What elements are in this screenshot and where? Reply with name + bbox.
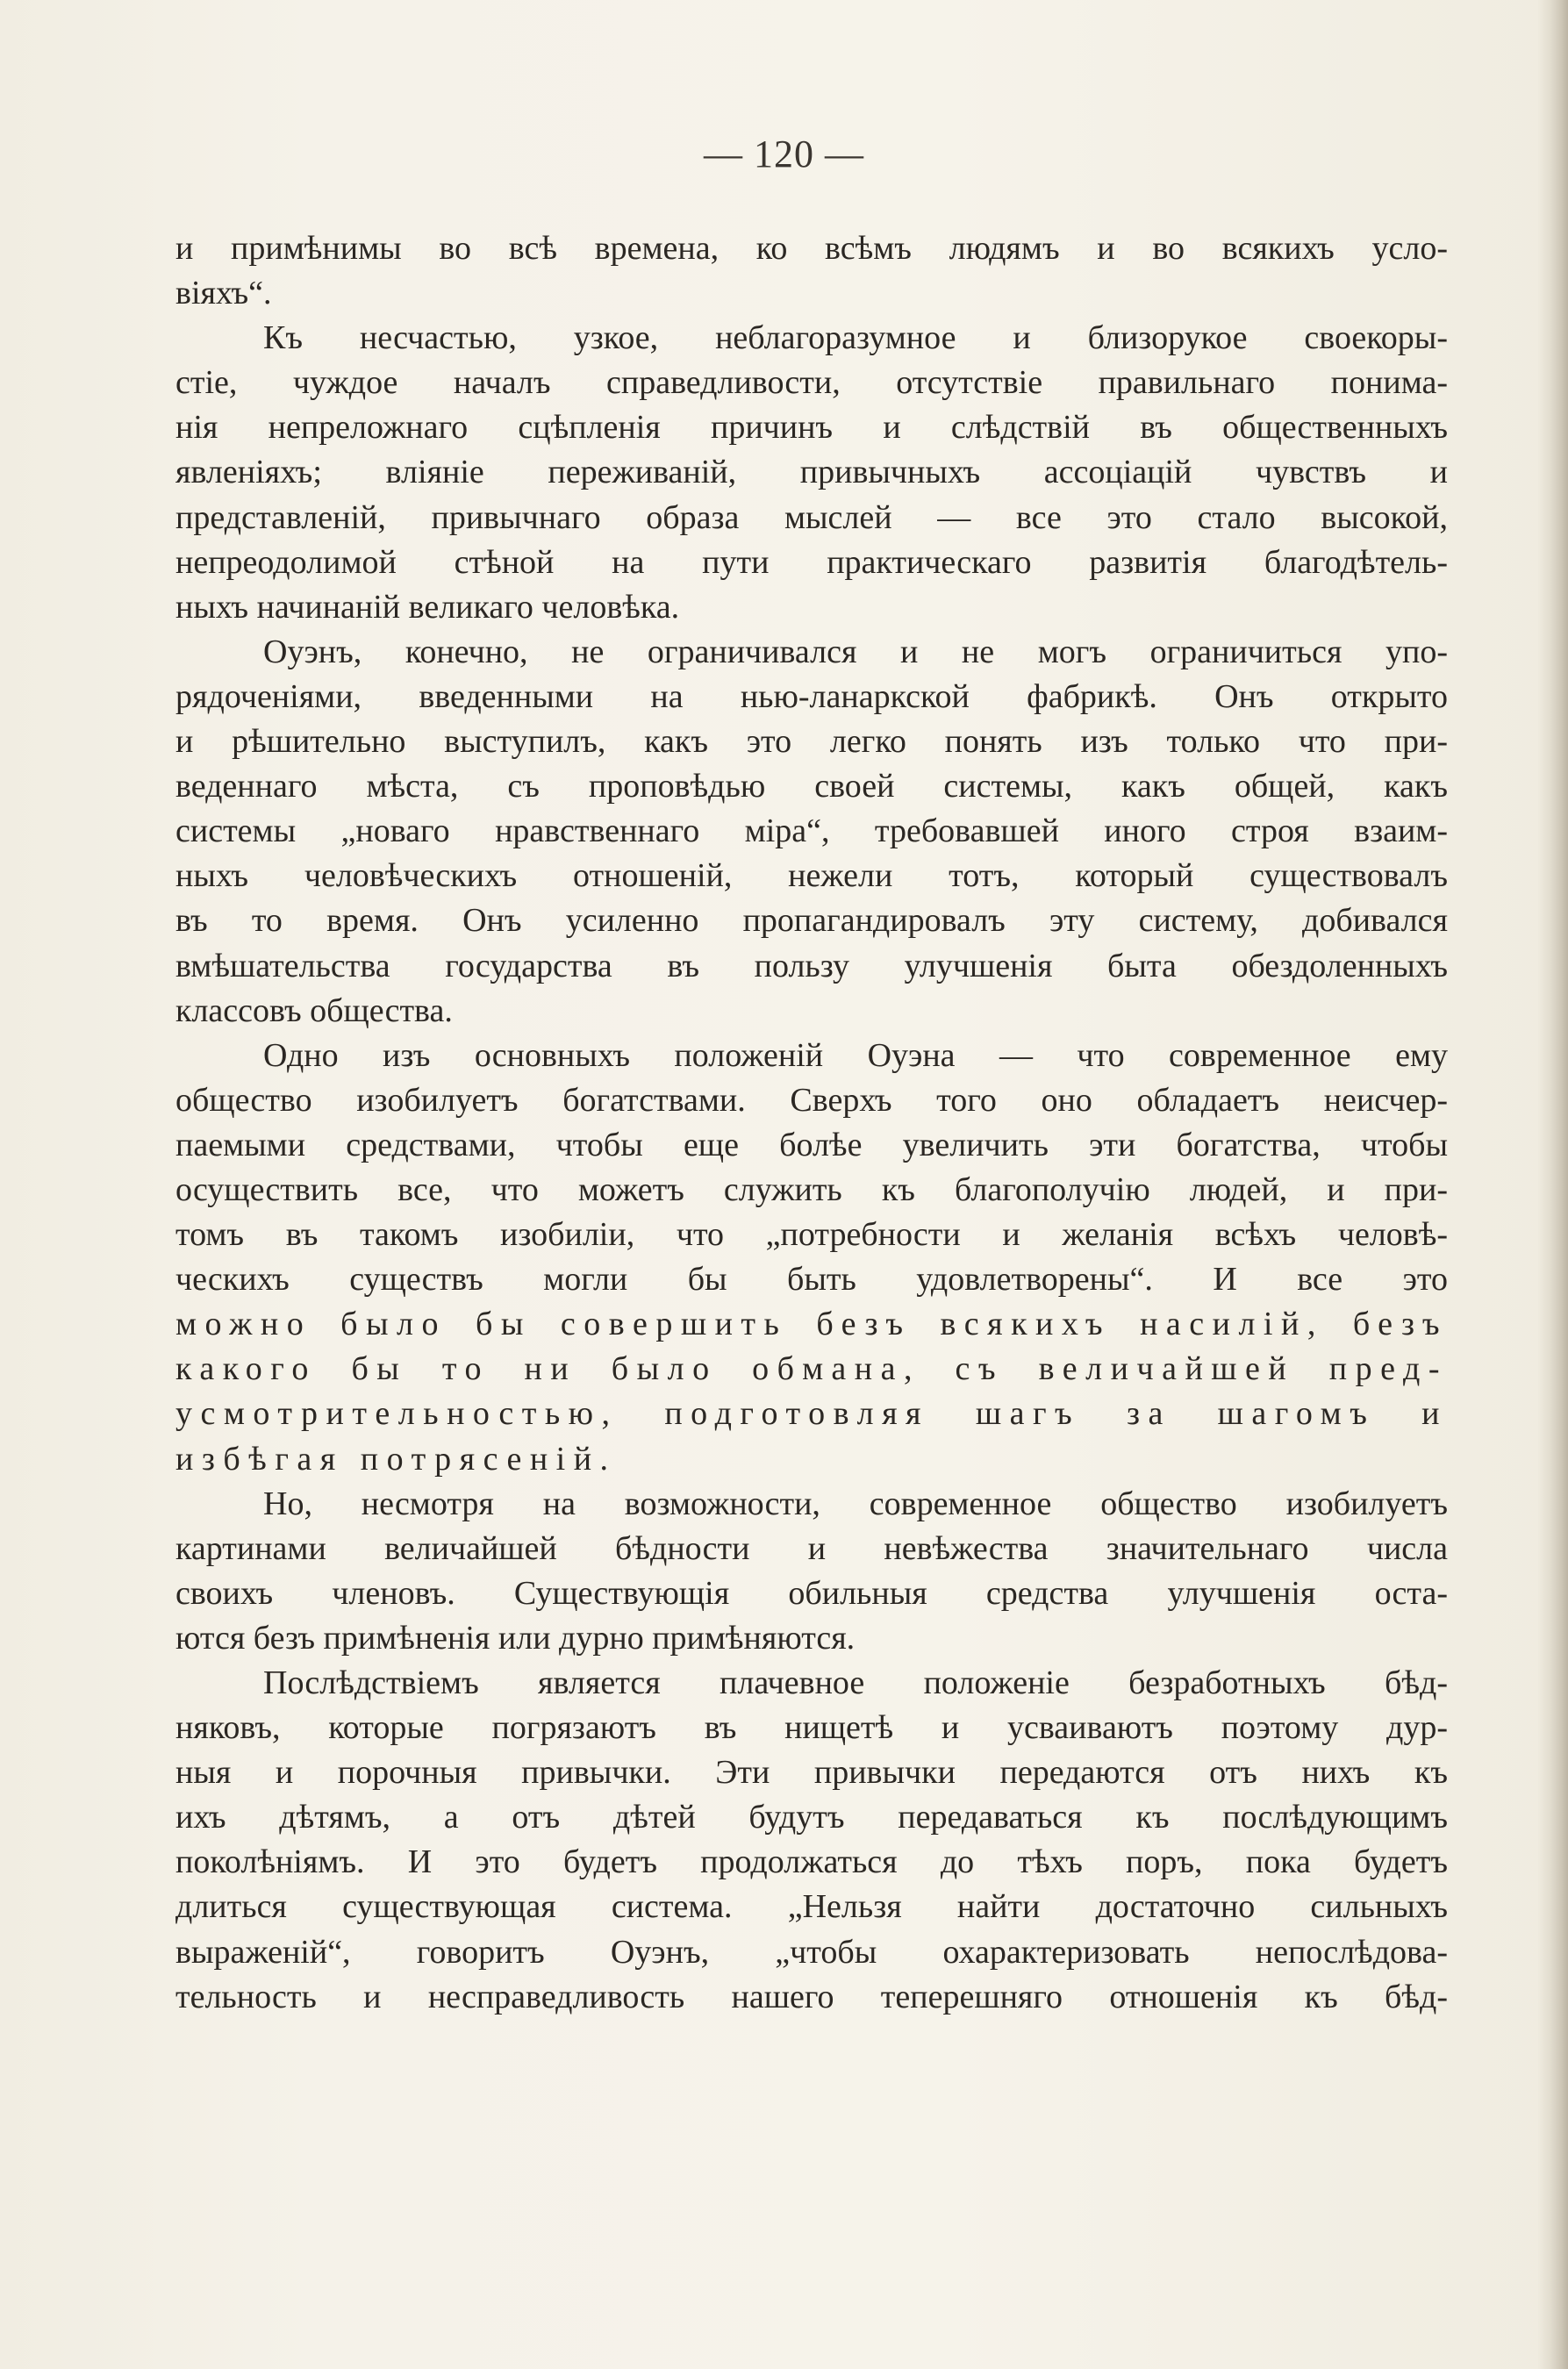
text-line: Но, несмотря на возможности, современное общество изобилуетъ (263, 1485, 1448, 1522)
text-line: рядоченіями, введенными на нью-ланаркской фабрикѣ. Онъ открыто (175, 677, 1448, 715)
text-line: ются безъ примѣненія или дурно примѣняются. (175, 1619, 856, 1657)
text-line: тельность и несправедливость нашего теперешняго отношенія къ бѣд- (175, 1978, 1448, 2015)
page-edge-shadow (1538, 0, 1568, 2369)
text-line: избѣгая потрясеній. (175, 1440, 617, 1478)
text-line: стіе, чуждое началъ справедливости, отсутствіе правильнаго понима- (175, 364, 1448, 402)
text-line: віяхъ“. (175, 275, 272, 312)
text-line: ческихъ существъ могли бы быть удовлетворены“. И все это (175, 1261, 1448, 1299)
text-line: представленій, привычнаго образа мыслей — все это стало высокой, (175, 498, 1448, 536)
text-line: ныхъ человѣческихъ отношеній, нежели тотъ, который существовалъ (175, 857, 1448, 895)
text-line: Одно изъ основныхъ положеній Оуэна — что современное ему (263, 1036, 1448, 1074)
text-line: усмотрительностью, подготовляя шагъ за шагомъ и (175, 1395, 1448, 1433)
body-text (175, 226, 1448, 2020)
text-line: ихъ дѣтямъ, а отъ дѣтей будутъ передаваться къ послѣдующимъ (175, 1799, 1448, 1836)
text-line: паемыми средствами, чтобы еще болѣе увеличить эти богатства, чтобы (175, 1126, 1448, 1163)
text-line: явленіяхъ; вліяніе переживаній, привычныхъ ассоціацій чувствъ и (175, 454, 1448, 491)
text-line: вмѣшательства государства въ пользу улучшенія быта обездоленныхъ (175, 947, 1448, 984)
text-line: осуществить все, что можетъ служить къ благополучію людей, и при- (175, 1170, 1448, 1208)
text-line: Оуэнъ, конечно, не ограничивался и не могъ ограничиться упо- (263, 633, 1448, 670)
text-line: своихъ членовъ. Существующія обильныя средства улучшенія оста- (175, 1574, 1448, 1612)
text-line: и рѣшительно выступилъ, какъ это легко понять изъ только что при- (175, 723, 1448, 761)
text-line: классовъ общества. (175, 991, 453, 1029)
text-line: системы „новаго нравственнаго міра“, требовавшей иного строя взаим- (175, 812, 1448, 850)
text-line: Къ несчастью, узкое, неблагоразумное и близорукое своекоры- (263, 319, 1448, 357)
text-line: длиться существующая система. „Нельзя найти достаточно сильныхъ (175, 1888, 1448, 1926)
text-line: веденнаго мѣста, съ проповѣдью своей системы, какъ общей, какъ (175, 768, 1448, 805)
text-line: и примѣнимы во всѣ времена, ко всѣмъ людямъ и во всякихъ усло- (175, 230, 1448, 267)
text-line: непреодолимой стѣной на пути практическаго развитія благодѣтель- (175, 543, 1448, 581)
page-number: — 120 — (704, 132, 864, 175)
text-line: ныя и порочныя привычки. Эти привычки передаются отъ нихъ къ (175, 1754, 1448, 1792)
text-line: ныхъ начинаній великаго человѣка. (175, 588, 680, 626)
text-line: томъ въ такомъ изобиліи, что „потребности и желанія всѣхъ человѣ- (175, 1216, 1448, 1254)
text-line: поколѣніямъ. И это будетъ продолжаться до тѣхъ поръ, пока будетъ (175, 1843, 1448, 1881)
text-line: можно было бы совершить безъ всякихъ насилій, безъ (175, 1306, 1448, 1343)
text-line: выраженій“, говоритъ Оуэнъ, „чтобы охарактеризовать непослѣдова- (175, 1933, 1448, 1971)
text-line: нія непреложнаго сцѣпленія причинъ и слѣдствій въ общественныхъ (175, 409, 1448, 447)
text-line: картинами величайшей бѣдности и невѣжества значительнаго числа (175, 1529, 1448, 1567)
text-line: общество изобилуетъ богатствами. Сверхъ того оно обладаетъ неисчер- (175, 1081, 1448, 1119)
text-line: няковъ, которые погрязаютъ въ нищетѣ и усваиваютъ поэтому дур- (175, 1709, 1448, 1747)
text-line: какого бы то ни было обмана, съ величайшей пред- (175, 1350, 1448, 1388)
text-line: въ то время. Онъ усиленно пропагандировалъ эту систему, добивался (175, 902, 1448, 940)
text-line: Послѣдствіемъ является плачевное положеніе безработныхъ бѣд- (263, 1664, 1448, 1701)
